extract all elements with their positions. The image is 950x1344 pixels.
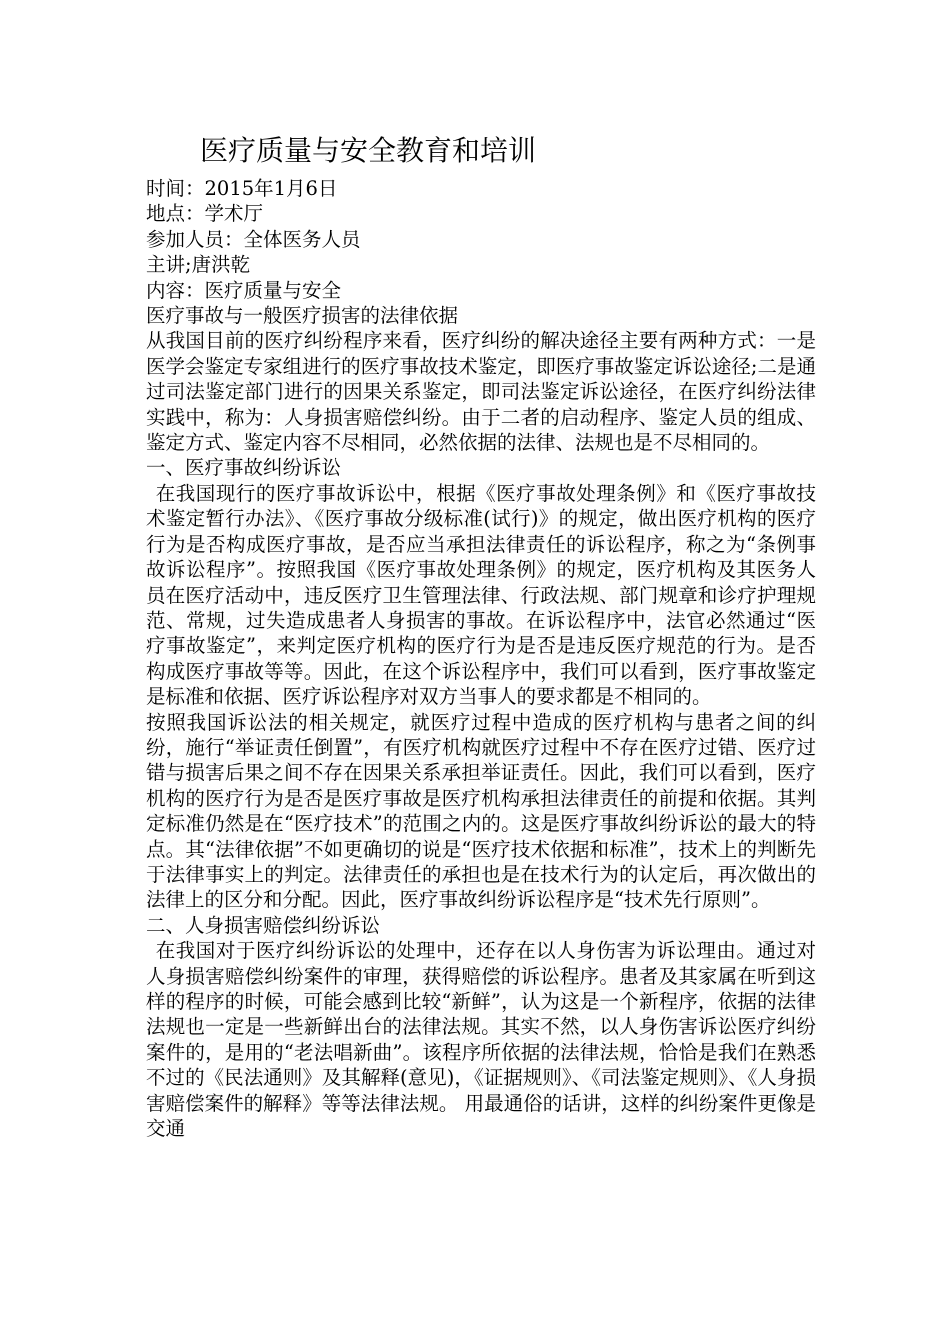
intro-paragraph: 从我国目前的医疗纠纷程序来看，医疗纠纷的解决途径主要有两种方式：一是医学会鉴定专家组进行的医疗事故技术鉴定，即医疗事故鉴定诉讼途径;二是通过司法鉴定部门进行的因果关系鉴定，即司法鉴定诉讼途径，在医疗纠纷法律实践中，称为：人身损害赔偿纠纷。由于二者的启动程序、鉴定人员的组成、鉴定方式、鉴定内容不尽相同，必然依据的法律、法规也是不尽相同的。 (146, 329, 816, 455)
section1-paragraph-1: 在我国现行的医疗事故诉讼中，根据《医疗事故处理条例》和《医疗事故技术鉴定暂行办法》、《医疗事故分级标准(试行)》的规定，做出医疗机构的医疗行为是否构成医疗事故，是否应当承担法律责任的诉讼程序，称之为“条例事故诉讼程序”。按照我国《医疗事故处理条例》的规定，医疗机构及其医务人员在医疗活动中，违反医疗卫生管理法律、行政法规、部门规章和诊疗护理规范、常规，过失造成患者人身损害的事故。在诉讼程序中，法官必然通过“医疗事故鉴定”，来判定医疗机构的医疗行为是否是违反医疗规范的行为。是否构成医疗事故等等。因此，在这个诉讼程序中，我们可以看到，医疗事故鉴定是标准和依据、医疗诉讼程序对双方当事人的要求都是不相同的。 (146, 481, 816, 709)
section1-paragraph-2: 按照我国诉讼法的相关规定，就医疗过程中造成的医疗机构与患者之间的纠纷，施行“举证责任倒置”，有医疗机构就医疗过程中不存在医疗过错、医疗过错与损害后果之间不存在因果关系承担举证责任。因此，我们可以看到，医疗机构的医疗行为是否是医疗事故是医疗机构承担法律责任的前提和依据。其判定标准仍然是在“医疗技术”的范围之内的。这是医疗事故纠纷诉讼的最大的特点。其“法律依据”不如更确切的说是“医疗技术依据和标准”，技术上的判断先于法律事实上的判定。法律责任的承担也是在技术行为的认定后，再次做出的法律上的区分和分配。因此，医疗事故纠纷诉讼程序是“技术先行原则”。 (146, 710, 816, 912)
meta-place: 地点：学术厅 (146, 202, 264, 226)
document-body (146, 176, 816, 1141)
section-subtitle: 医疗事故与一般医疗损害的法律依据 (146, 304, 459, 328)
meta-content: 内容：医疗质量与安全 (146, 278, 342, 302)
meta-attendees: 参加人员：全体医务人员 (146, 227, 361, 251)
section1-heading: 一、医疗事故纠纷诉讼 (146, 456, 342, 480)
section2-heading: 二、人身损害赔偿纠纷诉讼 (146, 913, 381, 937)
section2-paragraph-1: 在我国对于医疗纠纷诉讼的处理中，还存在以人身伤害为诉讼理由。通过对人身损害赔偿纠纷案件的审理，获得赔偿的诉讼程序。患者及其家属在听到这样的程序的时候，可能会感到比较“新鲜”，认为这是一个新程序，依据的法律法规也一定是一些新鲜出台的法律法规。其实不然，以人身伤害诉讼医疗纠纷案件的，是用的“老法唱新曲”。该程序所依据的法律法规，恰恰是我们在熟悉不过的《民法通则》及其解释(意见)，《证据规则》、《司法鉴定规则》、《人身损害赔偿案件的解释》等等法律法规。 用最通俗的话讲，这样的纠纷案件更像是交通 (146, 939, 816, 1141)
meta-time: 时间：2015年1月6日 (146, 177, 338, 200)
meta-speaker: 主讲;唐洪乾 (146, 253, 251, 277)
document-title: 医疗质量与安全教育和培训 (200, 134, 537, 167)
